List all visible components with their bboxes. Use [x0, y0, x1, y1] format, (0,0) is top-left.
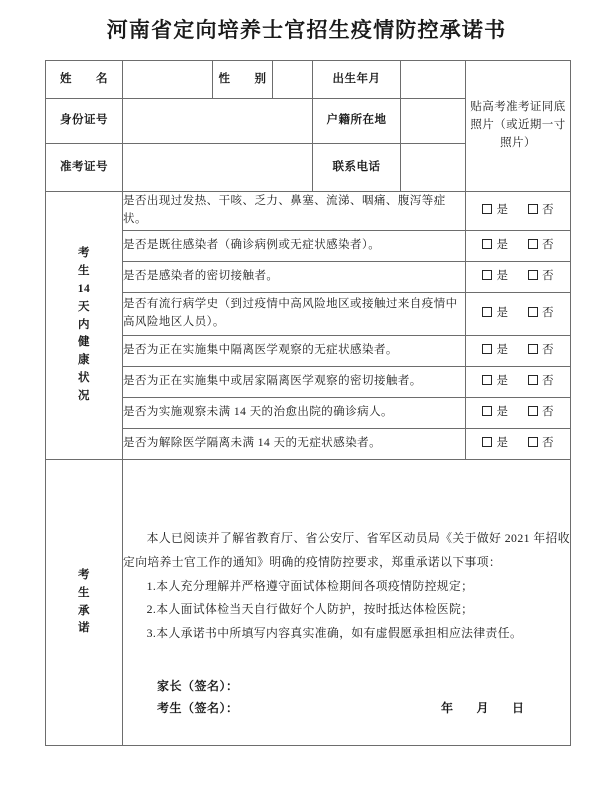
pledge-item-1: 1.本人充分理解并严格遵守面试体检期间各项疫情防控规定；	[146, 578, 474, 593]
pledge-intro-text: 本人已阅读并了解省教育厅、省公安厅、省军区动员局《关于做好 2021 年招收定向培养士官工作的通知》明确的疫情防控要求，郑重承诺以下事项：	[123, 531, 570, 569]
field-name-value[interactable]	[123, 61, 213, 99]
checkbox-square-icon[interactable]	[528, 239, 539, 250]
checkbox-yes[interactable]	[482, 305, 508, 323]
field-birthdate-value[interactable]	[401, 61, 466, 99]
option-yes-label: 是	[496, 375, 509, 388]
checkbox-no[interactable]	[528, 237, 554, 255]
option-no-label: 否	[542, 344, 555, 357]
table-row-basic-1	[46, 61, 571, 99]
side-char: 天	[78, 300, 90, 313]
health-question-text: 是否为实施观察未满 14 天的治愈出院的确诊病人。	[123, 398, 466, 429]
checkbox-yes[interactable]	[482, 268, 508, 286]
health-question-text: 是否是既往感染者（确诊病例或无症状感染者）。	[123, 231, 466, 262]
side-char: 考	[78, 568, 90, 581]
photo-placeholder[interactable]: 贴高考准考证同底照片（或近期一寸照片）	[466, 61, 571, 192]
date-month-label: 月	[476, 701, 490, 716]
label-gender: 性 别	[213, 61, 273, 99]
side-char: 考	[78, 247, 90, 260]
candidate-signature-label: 考生（签名）：	[157, 701, 239, 716]
checkbox-square-icon[interactable]	[482, 270, 493, 281]
guardian-signature-row[interactable]	[123, 675, 570, 697]
checkbox-square-icon[interactable]	[482, 375, 493, 386]
side-char: 况	[78, 389, 90, 402]
health-question-text: 是否是感染者的密切接触者。	[123, 262, 466, 293]
option-no-label: 否	[542, 270, 555, 283]
health-side-label-chars	[78, 245, 91, 405]
health-question-row-8	[46, 429, 571, 460]
option-no-label: 否	[542, 307, 555, 320]
health-question-answer	[466, 336, 571, 367]
label-household-location: 户籍所在地	[313, 99, 401, 144]
health-question-answer	[466, 367, 571, 398]
side-char: 生	[78, 265, 90, 278]
checkbox-no[interactable]	[528, 435, 554, 453]
checkbox-yes[interactable]	[482, 237, 508, 255]
health-question-text: 是否有流行病学史（到过疫情中高风险地区或接触过来自疫情中高风险地区人员）。	[123, 293, 466, 336]
option-yes-label: 是	[496, 204, 509, 217]
signature-date-row[interactable]	[441, 697, 544, 719]
health-question-row-6	[46, 367, 571, 398]
field-exam-number-value[interactable]	[123, 144, 313, 192]
pledge-row	[46, 460, 571, 746]
health-question-row-3	[46, 262, 571, 293]
option-yes-label: 是	[496, 270, 509, 283]
option-no-label: 否	[542, 375, 555, 388]
health-question-answer	[466, 398, 571, 429]
pledge-content	[123, 460, 571, 746]
checkbox-no[interactable]	[528, 373, 554, 391]
checkbox-no[interactable]	[528, 342, 554, 360]
health-question-answer	[466, 192, 571, 231]
checkbox-no[interactable]	[528, 404, 554, 422]
date-year-label: 年	[441, 701, 454, 716]
option-no-label: 否	[542, 204, 555, 217]
label-name: 姓 名	[46, 61, 123, 99]
checkbox-yes[interactable]	[482, 342, 508, 360]
checkbox-no[interactable]	[528, 268, 554, 286]
health-question-row-4	[46, 293, 571, 336]
health-question-text: 是否为正在实施集中隔离医学观察的无症状感染者。	[123, 336, 466, 367]
health-question-row-2	[46, 231, 571, 262]
guardian-signature-label: 家长（签名）：	[157, 679, 239, 694]
side-char: 承	[78, 604, 90, 617]
health-question-answer	[466, 293, 571, 336]
checkbox-square-icon[interactable]	[482, 406, 493, 417]
date-day-label: 日	[512, 701, 525, 716]
option-yes-label: 是	[496, 437, 509, 450]
checkbox-yes[interactable]	[482, 202, 508, 220]
option-no-label: 否	[542, 437, 555, 450]
checkbox-square-icon[interactable]	[482, 307, 493, 318]
checkbox-yes[interactable]	[482, 373, 508, 391]
health-question-text: 是否出现过发热、干咳、乏力、鼻塞、流涕、咽痛、腹泻等症状。	[123, 192, 466, 231]
checkbox-square-icon[interactable]	[528, 375, 539, 386]
side-char: 康	[78, 354, 90, 367]
side-char: 诺	[78, 622, 90, 635]
candidate-signature-row[interactable]	[123, 697, 570, 719]
label-birthdate: 出生年月	[313, 61, 401, 99]
option-yes-label: 是	[496, 239, 509, 252]
label-exam-number: 准考证号	[46, 144, 123, 192]
side-char: 健	[78, 336, 90, 349]
side-char: 状	[78, 372, 90, 385]
page-title: 河南省定向培养士官招生疫情防控承诺书	[106, 18, 507, 42]
field-gender-value[interactable]	[273, 61, 313, 99]
field-household-location-value[interactable]	[401, 99, 466, 144]
checkbox-yes[interactable]	[482, 404, 508, 422]
option-no-label: 否	[542, 239, 555, 252]
health-section-side-label	[46, 192, 123, 460]
option-yes-label: 是	[496, 307, 509, 320]
signature-block	[123, 675, 570, 719]
side-char: 内	[78, 318, 90, 331]
health-question-answer	[466, 429, 571, 460]
checkbox-square-icon[interactable]	[528, 437, 539, 448]
checkbox-no[interactable]	[528, 305, 554, 323]
side-char: 14	[77, 282, 91, 295]
health-question-text: 是否为解除医学隔离未满 14 天的无症状感染者。	[123, 429, 466, 460]
promise-form-table	[45, 60, 571, 746]
checkbox-no[interactable]	[528, 202, 554, 220]
checkbox-square-icon[interactable]	[482, 437, 493, 448]
field-phone-value[interactable]	[401, 144, 466, 192]
health-question-row-7	[46, 398, 571, 429]
health-question-text: 是否为正在实施集中或居家隔离医学观察的密切接触者。	[123, 367, 466, 398]
checkbox-yes[interactable]	[482, 435, 508, 453]
option-yes-label: 是	[496, 344, 509, 357]
option-no-label: 否	[542, 406, 555, 419]
side-char: 生	[78, 586, 90, 599]
checkbox-square-icon[interactable]	[528, 344, 539, 355]
checkbox-square-icon[interactable]	[528, 270, 539, 281]
checkbox-square-icon[interactable]	[528, 307, 539, 318]
option-yes-label: 是	[496, 406, 509, 419]
health-question-row-5	[46, 336, 571, 367]
checkbox-square-icon[interactable]	[482, 204, 493, 215]
label-phone: 联系电话	[313, 144, 401, 192]
pledge-item-2: 2.本人面试体检当天自行做好个人防护，按时抵达体检医院；	[146, 602, 474, 617]
checkbox-square-icon[interactable]	[482, 239, 493, 250]
checkbox-square-icon[interactable]	[482, 344, 493, 355]
checkbox-square-icon[interactable]	[528, 204, 539, 215]
label-id-number: 身份证号	[46, 99, 123, 144]
health-question-answer	[466, 231, 571, 262]
pledge-section-side-label	[46, 460, 123, 746]
checkbox-square-icon[interactable]	[528, 406, 539, 417]
health-question-answer	[466, 262, 571, 293]
pledge-side-label-chars	[78, 567, 90, 638]
field-id-number-value[interactable]	[123, 99, 313, 144]
pledge-item-3: 3.本人承诺书中所填写内容真实准确，如有虚假愿承担相应法律责任。	[146, 625, 523, 640]
health-question-row-1	[46, 192, 571, 231]
